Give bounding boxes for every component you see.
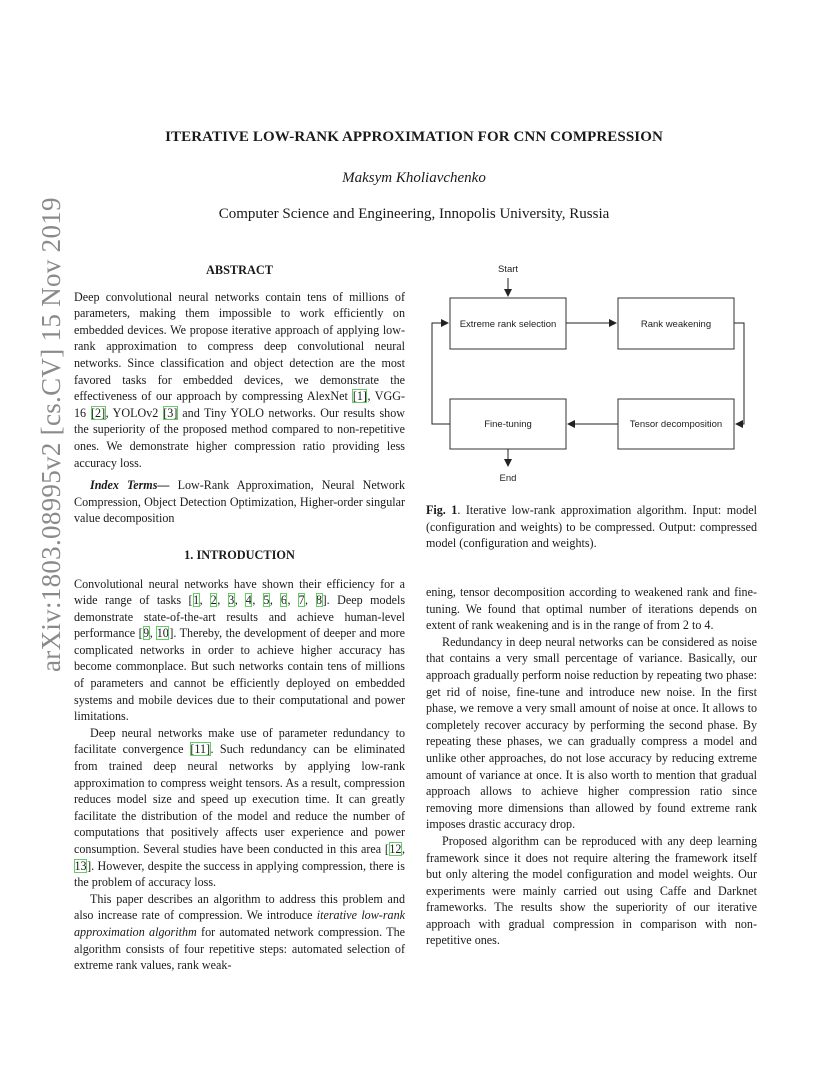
citation-separator: , bbox=[287, 593, 298, 608]
abstract-text: , VGG-16 bbox=[74, 389, 405, 420]
citation-group bbox=[193, 593, 323, 607]
citation-link[interactable]: 5 bbox=[263, 593, 270, 608]
citation-separator: , bbox=[217, 593, 228, 608]
intro-paragraph-3 bbox=[74, 891, 405, 974]
intro-text: Deep neural networks make use of parameter redundancy to facilitate convergence bbox=[74, 725, 405, 757]
arxiv-identifier: arXiv:1803.08995v2 [cs.CV] 15 Nov 2019 bbox=[36, 197, 66, 672]
intro-paragraph-5: Proposed algorithm can be reproduced with any deep learning framework since it does not require altering the framework itself but only altering the model configuration and model weights. Our experiments were mainly carried out using Caffe and Darknet frameworks. The results show the superiority of our iterative approach with gradual compression in comparison with non-repetitive ones. bbox=[426, 833, 757, 948]
citation-link[interactable]: [1] bbox=[352, 389, 367, 404]
flow-start-label: Start bbox=[497, 264, 519, 275]
flow-arrow bbox=[432, 323, 450, 424]
intro-text: ]. Thereby, the development of deeper and more complicated networks in order to achieve higher accuracy has become commonplace. But such networks contain tens of millions of parameters and cannot be efficiently deployed on embedded systems and mobile devices due to their computational and power limitations. bbox=[74, 626, 406, 724]
intro-text: Convolutional neural networks have shown their efficiency for a wide range of tasks [ bbox=[74, 576, 405, 608]
citation-link[interactable]: 2 bbox=[210, 593, 217, 608]
citation-link[interactable]: [2] bbox=[91, 405, 106, 420]
citation-group bbox=[143, 626, 170, 640]
citation-link[interactable]: 8 bbox=[316, 593, 323, 608]
citation-link[interactable]: 13 bbox=[74, 858, 87, 873]
figure-caption bbox=[426, 502, 757, 552]
paper-title: ITERATIVE LOW-RANK APPROXIMATION FOR CNN COMPRESSION bbox=[165, 129, 663, 145]
box-fine-tuning-label: Fine-tuning bbox=[484, 419, 532, 430]
citation-separator: , bbox=[199, 593, 211, 608]
intro-text: ]. Deep models demonstrate state-of-the-art results and achieve human-level performance [ bbox=[74, 593, 406, 641]
intro-text: for automated network compression. The algorithm consists of four repetitive steps: automated selection of extreme rank values, rank weak- bbox=[74, 924, 405, 973]
citation-link[interactable]: 10 bbox=[156, 626, 169, 641]
citation-link[interactable]: [11] bbox=[190, 742, 211, 757]
intro-paragraph-2 bbox=[74, 725, 405, 891]
citation-separator: , bbox=[269, 593, 281, 608]
intro-text-continued: ening, tensor decomposition according to weakened rank and fine-tuning. We found that optimal number of iterations depends on extent of rank weakening and is in the range of from 2 to 4. bbox=[426, 585, 757, 633]
abstract-paragraph bbox=[74, 289, 405, 472]
abstract-text: , YOLOv2 bbox=[105, 405, 163, 420]
citation-separator: , bbox=[234, 593, 246, 608]
introduction-heading: 1. INTRODUCTION bbox=[184, 547, 295, 562]
citation-separator: , bbox=[252, 593, 263, 608]
citation-link[interactable]: 3 bbox=[228, 593, 235, 608]
flow-arrow bbox=[734, 323, 744, 424]
abstract-text: and Tiny YOLO networks. Our results show the superiority of the proposed method compared to non-repetitive ones. We demonstrate higher compression ratio providing less accuracy loss. bbox=[74, 405, 405, 470]
index-terms-label: Index Terms— bbox=[90, 478, 170, 493]
author-affiliation: Computer Science and Engineering, Innopolis University, Russia bbox=[218, 206, 610, 222]
figure-caption-label: Fig. 1 bbox=[426, 503, 458, 517]
box-rank-weakening-label: Rank weakening bbox=[640, 319, 712, 330]
citation-separator: , bbox=[305, 593, 316, 608]
box-tensor-decomposition-label: Tensor decomposition bbox=[629, 419, 723, 430]
citation-separator: , bbox=[149, 626, 157, 641]
intro-text: . Such redundancy can be eliminated from trained deep neural networks by applying low-rank approximation to compress weight tensors. As a result, compression reduces model size and speed up execution time. It can greatly facilitate the distribution of the model and reduce the number of computations that positively affects user experience and power consumption. Several studies have been conducted in this area [ bbox=[74, 742, 405, 856]
algorithm-name: iterative low-rank approximation algorithm bbox=[74, 908, 405, 939]
citation-link[interactable]: [3] bbox=[163, 405, 178, 420]
abstract-text: Deep convolutional neural networks contain tens of millions of parameters, making them impossible to work efficiently on embedded devices. We propose iterative approach of applying low-rank approximation to compress deep convolutional neural networks. Since classification and object detection are the most favored tasks for embedded devices, we demonstrate the effectiveness of our approach by compressing AlexNet bbox=[74, 289, 405, 404]
box-extreme-rank-selection-label: Extreme rank selection bbox=[459, 319, 557, 330]
citation-link[interactable]: 6 bbox=[280, 593, 287, 608]
citation-link[interactable]: 12 bbox=[389, 842, 402, 856]
intro-paragraph-1 bbox=[74, 576, 405, 725]
intro-paragraph-4: Redundancy in deep neural networks can be considered as noise that contains a very small percentage of variance. Basically, our approach gradually perform noise reduction by repeating two phase: get rid of noise, fine-tune and introduce new noise. In the first phase, we remove a very small amount of noise at once. It allows to completely recover accuracy by performing the second phase. By repeating these phases, we can gradually compress a model and unlike other approaches, do not lose accuracy by reducing extreme amount of variance at once. It is also worth to mention that gradual approach allows to achieve higher compression ratio since removing more dimensions than allowed by found extreme rank imposes drastic accuracy drop. bbox=[426, 634, 757, 832]
figure-caption-text: . Iterative low-rank approximation algorithm. Input: model (configuration and weights) to be compressed. Output: compressed model (configuration and weights). bbox=[426, 503, 757, 551]
intro-paragraph-3-continued bbox=[426, 584, 757, 634]
author-name: Maksym Kholiavchenko bbox=[342, 170, 486, 186]
index-terms-text: Low-Rank Approximation, Neural Network Compression, Object Detection Optimization, Higher-order singular value decomposition bbox=[74, 478, 405, 526]
left-column bbox=[74, 262, 405, 974]
citation-link[interactable]: 4 bbox=[245, 593, 252, 608]
intro-text: This paper describes an algorithm to address this problem and also increase rate of compression. We introduce bbox=[74, 891, 405, 923]
abstract-heading: ABSTRACT bbox=[206, 263, 273, 277]
citation-link[interactable]: 7 bbox=[298, 593, 305, 608]
citation-link[interactable]: 1 bbox=[193, 593, 200, 608]
index-terms bbox=[74, 477, 405, 527]
intro-text: ]. However, despite the success in applying compression, there is the problem of accuracy loss. bbox=[74, 858, 405, 890]
flow-end-label: End bbox=[499, 473, 517, 484]
algorithm-flowchart bbox=[426, 258, 757, 488]
citation-link[interactable]: 9 bbox=[143, 626, 150, 641]
right-column bbox=[426, 584, 757, 949]
citation-separator: , bbox=[401, 842, 405, 856]
